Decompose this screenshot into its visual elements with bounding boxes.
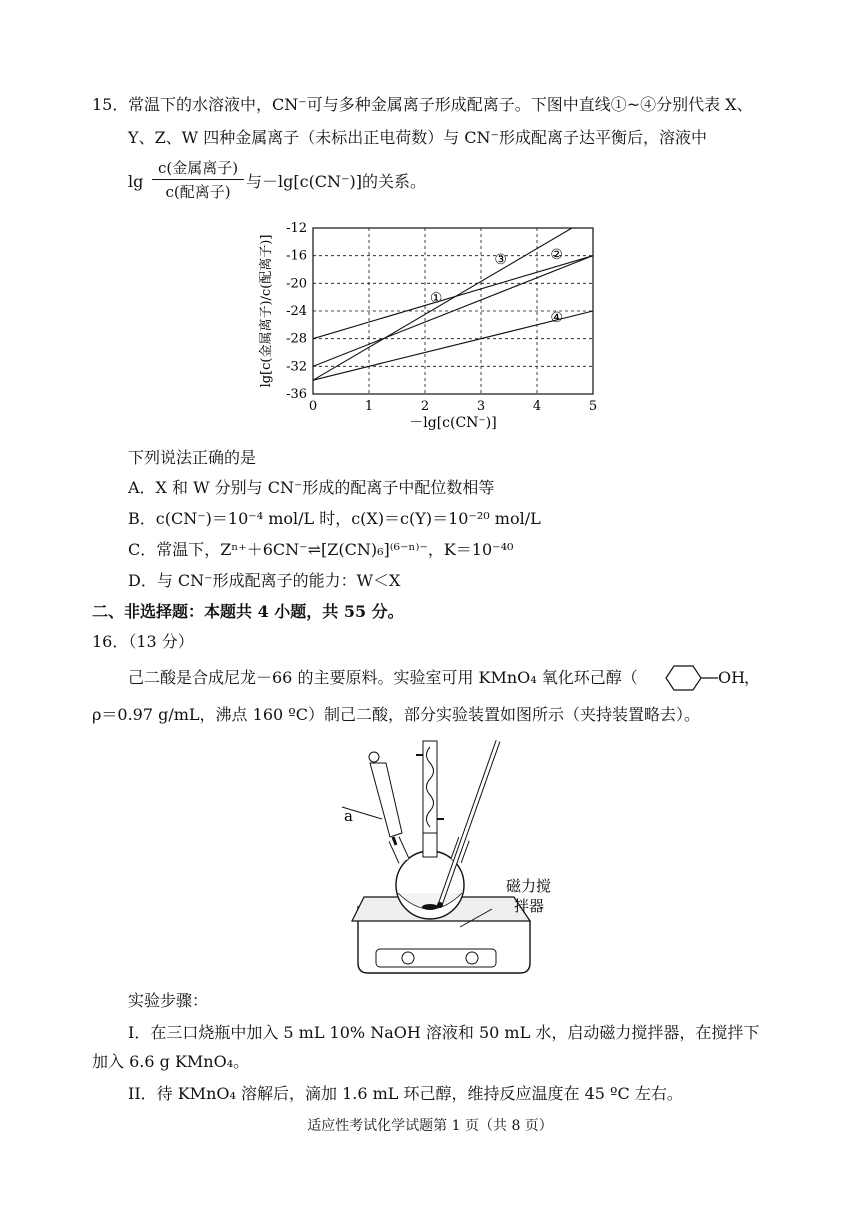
x-tick-label: 3 <box>476 399 486 414</box>
q15-chart <box>240 215 620 440</box>
q15-option-c: C．常温下，Zⁿ⁺＋6CN⁻⇌[Z(CN)₆]⁽⁶⁻ⁿ⁾⁻，K＝10⁻⁴⁰ <box>128 540 514 559</box>
series-line <box>313 228 572 380</box>
hydroxyl-label: OH <box>718 668 746 687</box>
q15-fraction <box>152 157 244 202</box>
stirrer-knob-left <box>402 952 414 964</box>
section-2-heading: 二、非选择题：本题共 4 小题，共 55 分。 <box>92 602 404 621</box>
series-label: ② <box>550 247 563 264</box>
y-tick-label: -32 <box>286 359 307 375</box>
q15-prompt: 下列说法正确的是 <box>128 448 257 467</box>
fraction-numerator: c(金属离子) <box>157 159 239 177</box>
y-tick-label: -20 <box>286 276 307 292</box>
stirrer-label-1: 磁力搅 <box>506 877 552 895</box>
flask-center-neck <box>423 833 437 857</box>
step-2: II．待 KMnO₄ 溶解后，滴加 1.6 mL 环己醇，维持反应温度在 45 ºC 左右。 <box>128 1084 683 1103</box>
y-tick-label: -12 <box>286 221 307 236</box>
page-footer: 适应性考试化学试题第 1 页（共 8 页） <box>307 1118 553 1134</box>
q16-para2: ρ＝0.97 g/mL，沸点 160 ºC）制己二酸，部分实验装置如图所示（夹持装置略去）。 <box>92 705 701 724</box>
x-tick-label: 1 <box>364 399 374 414</box>
chart-series <box>313 228 593 380</box>
series-label: ① <box>429 290 443 307</box>
stirrer-knob-right <box>466 952 478 964</box>
q15-line2: Y、Z、W 四种金属离子（未标出正电荷数）与 CN⁻形成配离子达平衡后，溶液中 <box>128 128 707 147</box>
q16-number: 16．（13 分） <box>92 632 194 651</box>
apparatus-figure <box>330 735 560 985</box>
x-tick-label: 0 <box>308 399 318 414</box>
q15-lg: lg <box>128 172 144 191</box>
chart-y-axis-label: lg[c(金属离子)/c(配离子)] <box>259 234 274 388</box>
y-tick-label: -36 <box>286 387 307 402</box>
series-line <box>313 256 593 339</box>
stirrer-label-2: 拌器 <box>514 897 545 915</box>
x-tick-label: 5 <box>588 399 598 414</box>
series-label: ④ <box>550 310 563 327</box>
q15-option-b: B．c(CN⁻)＝10⁻⁴ mol/L 时，c(X)＝c(Y)＝10⁻²⁰ mol/L <box>128 509 541 528</box>
cyclohexanol-structure <box>660 663 722 693</box>
stir-bar <box>422 904 438 910</box>
reflux-condenser <box>423 741 437 833</box>
y-tick-label: -16 <box>286 248 307 264</box>
step-1-line1: I．在三口烧瓶中加入 5 mL 10% NaOH 溶液和 50 mL 水，启动磁力搅拌器，在搅拌下 <box>128 1023 760 1042</box>
q15-number: 15． <box>92 95 129 114</box>
y-tick-label: -24 <box>286 304 307 319</box>
x-tick-label: 2 <box>420 399 430 414</box>
label-a: a <box>344 807 353 825</box>
x-tick-label: 4 <box>532 399 542 414</box>
q15-option-a: A．X 和 W 分别与 CN⁻形成的配离子中配位数相等 <box>128 478 495 497</box>
y-tick-label: -28 <box>286 331 307 347</box>
fraction-denominator: c(配离子) <box>165 183 231 201</box>
series-label: ③ <box>494 251 507 268</box>
dropping-funnel <box>370 763 402 837</box>
steps-title: 实验步骤： <box>128 991 209 1010</box>
q15-line3-tail: 与－lg[c(CN⁻)]的关系。 <box>246 172 426 191</box>
q15-option-d: D．与 CN⁻形成配离子的能力：W＜X <box>128 571 401 590</box>
step-1-line2: 加入 6.6 g KMnO₄。 <box>92 1052 250 1071</box>
chart-x-axis-label: －lg[c(CN⁻)] <box>409 415 497 431</box>
q15-line1: 常温下的水溶液中，CN⁻可与多种金属离子形成配离子。下图中直线①~④分别代表 X、 <box>128 95 753 114</box>
q16-para1-end: ， <box>744 668 761 687</box>
q16-para1: 己二酸是合成尼龙－66 的主要原料。实验室可用 KMnO₄ 氧化环己醇（ <box>128 668 638 687</box>
